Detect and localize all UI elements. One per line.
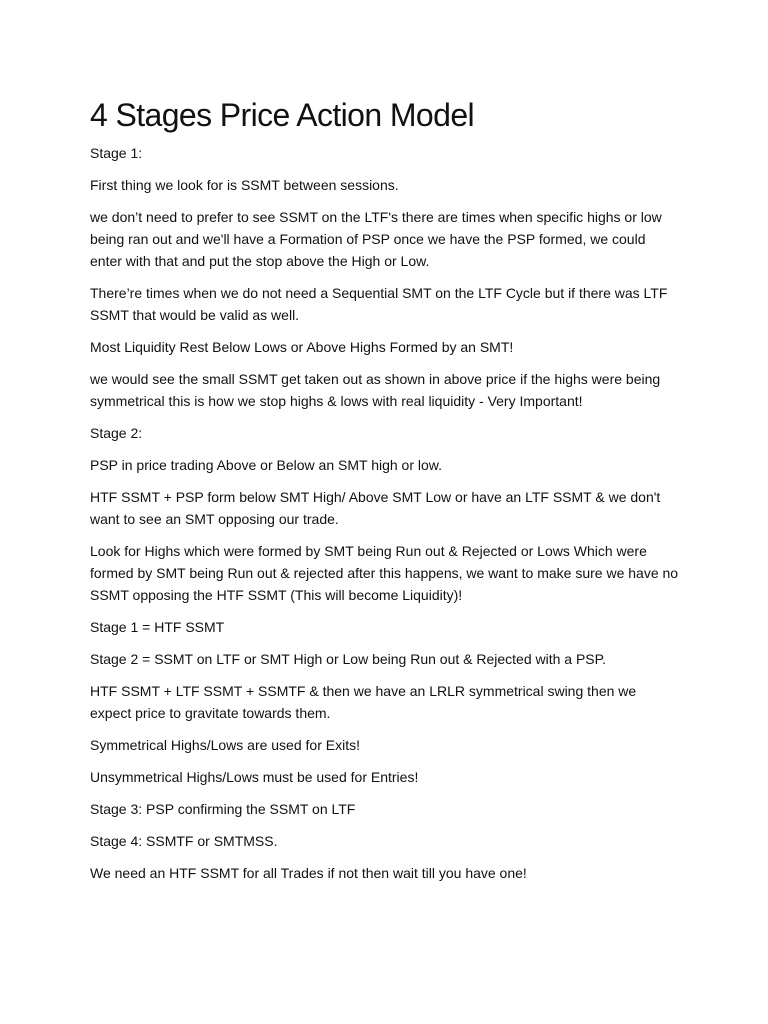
paragraph: we don’t need to prefer to see SSMT on the LTF's there are times when specific highs or low being ran out and we'll have a Formation of PSP once we have the PSP formed, we could enter with that and put the stop above the High or Low.	[90, 209, 662, 269]
paragraph-stage-1-heading: Stage 1:	[90, 145, 143, 161]
paragraph: HTF SSMT + PSP form below SMT High/ Above SMT Low or have an LTF SSMT & we don't want to see an SMT opposing our trade.	[90, 489, 661, 527]
paragraph: PSP in price trading Above or Below an SMT high or low.	[90, 457, 443, 473]
document-page	[90, 96, 680, 894]
paragraph: Stage 2 = SSMT on LTF or SMT High or Low being Run out & Rejected with a PSP.	[90, 651, 607, 667]
paragraph: There’re times when we do not need a Sequential SMT on the LTF Cycle but if there was LTF SSMT that would be valid as well.	[90, 285, 668, 323]
paragraph-stage-4: Stage 4: SSMTF or SMTMSS.	[90, 833, 278, 849]
paragraph: Look for Highs which were formed by SMT being Run out & Rejected or Lows Which were formed by SMT being Run out & rejected after this happens, we want to make sure we have no SSMT opposing the HTF SSMT (This will become Liquidity)!	[90, 543, 679, 603]
paragraph: Most Liquidity Rest Below Lows or Above Highs Formed by an SMT!	[90, 339, 514, 355]
paragraph: We need an HTF SSMT for all Trades if not then wait till you have one!	[90, 865, 527, 881]
paragraph: First thing we look for is SSMT between sessions.	[90, 177, 399, 193]
paragraph-stage-3: Stage 3: PSP confirming the SSMT on LTF	[90, 801, 356, 817]
paragraph: we would see the small SSMT get taken out as shown in above price if the highs were being symmetrical this is how we stop highs & lows with real liquidity - Very Important!	[90, 371, 661, 409]
document-title: 4 Stages Price Action Model	[90, 97, 475, 133]
paragraph: Stage 1 = HTF SSMT	[90, 619, 225, 635]
paragraph: Unsymmetrical Highs/Lows must be used for Entries!	[90, 769, 419, 785]
paragraph: Symmetrical Highs/Lows are used for Exits!	[90, 737, 360, 753]
paragraph: HTF SSMT + LTF SSMT + SSMTF & then we have an LRLR symmetrical swing then we expect price to gravitate towards them.	[90, 683, 637, 721]
paragraph-stage-2-heading: Stage 2:	[90, 425, 143, 441]
